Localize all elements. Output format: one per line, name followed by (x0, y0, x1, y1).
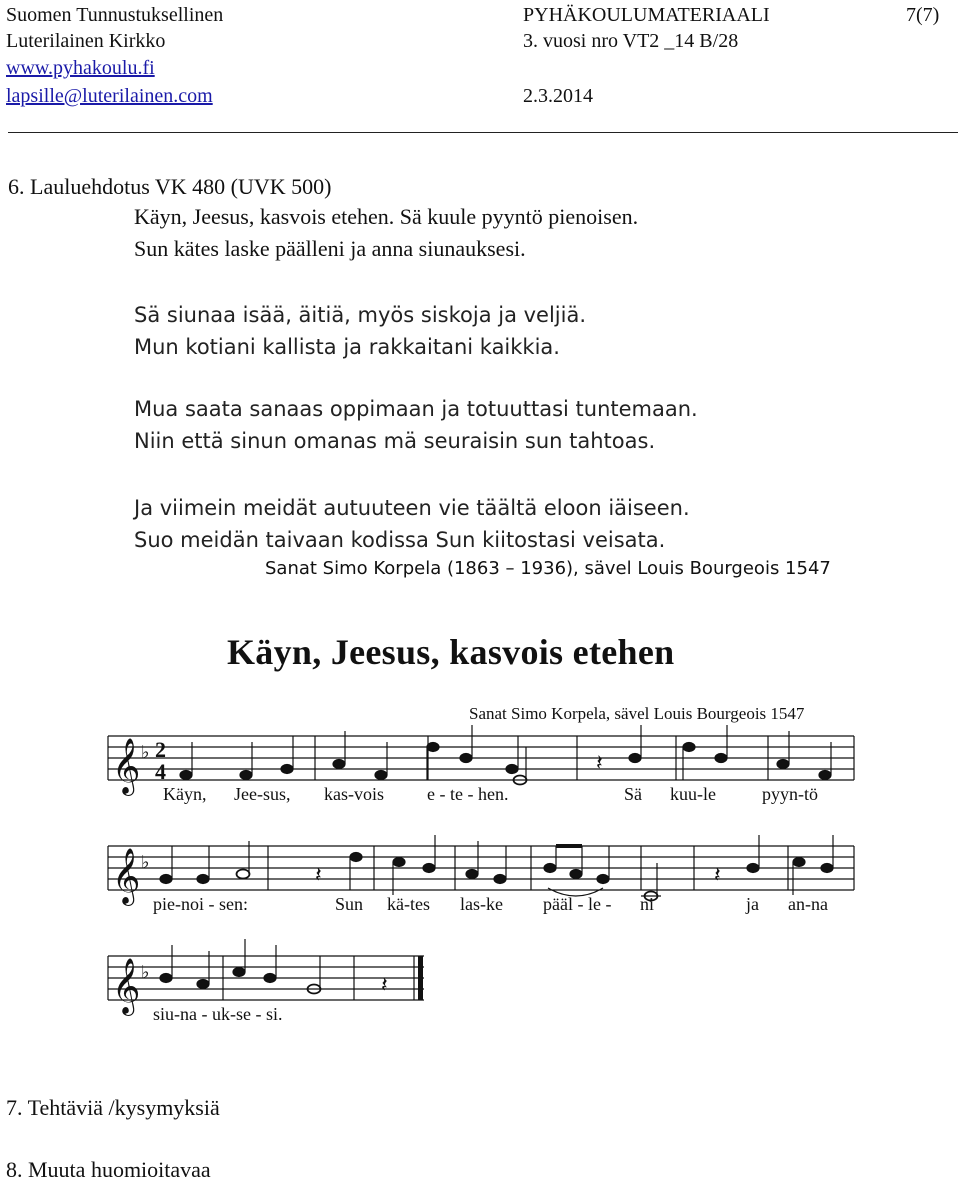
lyric-1-3: kas-vois (324, 784, 384, 804)
treble-clef-icon: 𝄞 (112, 958, 141, 1014)
material-title: PYHÄKOULUMATERIAALI (523, 4, 770, 26)
lyric-1-2: Jee-sus, (234, 784, 291, 804)
music-staff-3 (0, 940, 960, 1020)
final-barline (418, 956, 423, 1000)
quarter-rest-icon: 𝄽 (381, 973, 388, 998)
material-subtitle: 3. vuosi nro VT2 _14 B/28 (523, 30, 739, 52)
lyric-1-6: kuu-le (670, 784, 716, 804)
org-name-line1: Suomen Tunnustuksellinen (6, 4, 224, 26)
verse-4-line-2: Suo meidän taivaan kodissa Sun kiitostasi veisata. (134, 528, 666, 552)
flat-icon: ♭ (141, 962, 150, 983)
section-7-heading: 7. Tehtäviä /kysymyksiä (6, 1095, 220, 1120)
page-number: 7(7) (906, 4, 940, 26)
email-link[interactable]: lapsille@luterilainen.com (6, 85, 213, 107)
quarter-rest-icon: 𝄽 (596, 751, 603, 776)
score-credit: Sanat Simo Korpela, sävel Louis Bourgeois 1547 (469, 704, 805, 723)
lyric-1-4: e - te - hen. (427, 784, 509, 804)
lyric-2-6: ni (640, 894, 655, 914)
verse-3-line-1: Mua saata sanaas oppimaan ja totuuttasi tuntemaan. (134, 397, 698, 421)
verse-3-line-2: Niin että sinun omanas mä seuraisin sun tahtoas. (134, 429, 656, 453)
quarter-rest-icon: 𝄽 (315, 863, 322, 888)
time-signature-bottom: 4 (155, 759, 166, 784)
song-credit: Sanat Simo Korpela (1863 – 1936), sävel Louis Bourgeois 1547 (265, 558, 831, 579)
treble-clef-icon: 𝄞 (112, 848, 141, 904)
lyric-2-8: an-na (788, 894, 828, 914)
verse-1-line-1: Käyn, Jeesus, kasvois etehen. Sä kuule pyyntö pienoisen. (134, 204, 639, 229)
website-link[interactable]: www.pyhakoulu.fi (6, 57, 155, 79)
lyric-1-7: pyyn-tö (762, 784, 818, 804)
verse-2-line-2: Mun kotiani kallista ja rakkaitani kaikkia. (134, 335, 560, 359)
lyric-2-1: pie-noi - sen: (153, 894, 248, 914)
lyric-1-5: Sä (624, 784, 642, 804)
lyric-1-1: Käyn, (163, 784, 207, 804)
section-6-heading: 6. Lauluehdotus VK 480 (UVK 500) (8, 174, 332, 199)
quarter-rest-icon: 𝄽 (714, 863, 721, 888)
header-divider (8, 132, 958, 133)
lyric-2-7: ja (746, 894, 759, 914)
lyric-2-2: Sun (335, 894, 364, 914)
flat-icon: ♭ (141, 852, 150, 873)
verse-2-line-1: Sä siunaa isää, äitiä, myös siskoja ja veljiä. (134, 303, 587, 327)
org-name-line2: Luterilainen Kirkko (6, 30, 166, 52)
verse-4-line-1: Ja viimein meidät autuuteen vie täältä eloon iäiseen. (134, 496, 690, 520)
lyric-2-4: las-ke (460, 894, 503, 914)
lyric-2-3: kä-tes (387, 894, 430, 914)
document-date: 2.3.2014 (523, 85, 593, 107)
lyric-2-5: pääl - le - (543, 894, 612, 914)
score-title: Käyn, Jeesus, kasvois etehen (227, 632, 675, 672)
time-signature-top: 2 (155, 737, 166, 762)
treble-clef-icon: 𝄞 (112, 738, 141, 794)
section-8-heading: 8. Muuta huomioitavaa (6, 1157, 211, 1182)
verse-1-line-2: Sun kätes laske päälleni ja anna siunauksesi. (134, 236, 526, 261)
lyric-3-1: siu-na - uk-se - si. (153, 1004, 283, 1024)
flat-icon: ♭ (141, 742, 150, 763)
